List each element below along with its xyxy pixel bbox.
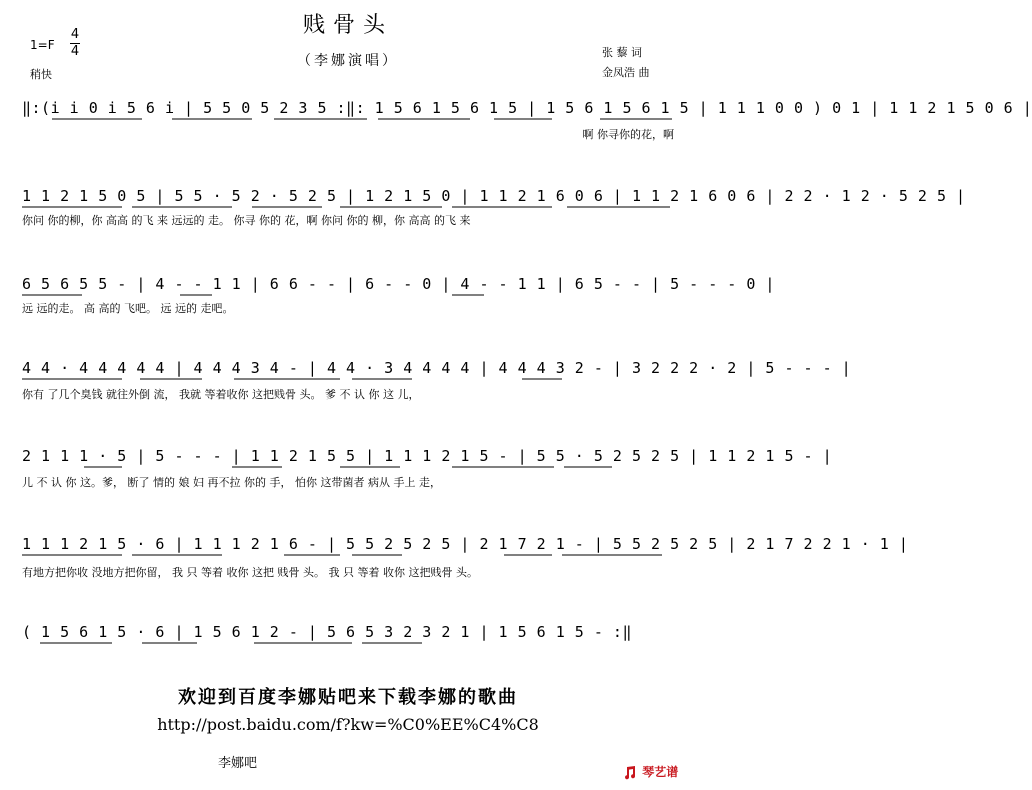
beam-underlines: [22, 294, 674, 297]
score-row-7: [22, 620, 674, 644]
score-row-lyrics: 有地方把你收 没地方把你留， 我 只 等着 收你 这把 贱骨 头。 我 只 等着 收你 这把贱骨 头。: [22, 566, 478, 579]
score-row-notes: 1 1 2 1 5 0 5 | 5 5 · 5 2 · 5 2 5 | 1 2 1 5 0 | 1 1 2 1 6 0 6 | 1 1 2 1 6 0 6 | 2 2 · 1 2 · 5 2 5 |: [22, 187, 966, 205]
watermark-text: 琴艺谱: [642, 765, 679, 779]
beam-underlines: [22, 378, 674, 381]
score-row-notes: 2 1 1 1 · 5 | 5 - - - | 1 1 2 1 5 5 | 1 1 1 2 1 5 - | 5 5 · 5 2 5 2 5 | 1 1 2 1 5 - |: [22, 447, 833, 465]
score-row-lyrics: 啊 你寻你的花，啊: [582, 128, 674, 141]
score-row-notes: 6 5 6 5 5 - | 4 - - 1 1 | 6 6 - - | 6 - - 0 | 4 - - 1 1 | 6 5 - - | 5 - - - 0 |: [22, 275, 775, 293]
score-row-lyrics: 你问 你的柳，你 高高 的飞 来 远远的 走。 你寻 你的 花，啊 你问 你的 柳，你 高高 的飞 来: [22, 214, 471, 227]
composer-credit: 金凤浩 曲: [602, 66, 650, 79]
time-signature-bottom: 4: [70, 44, 80, 59]
promo-text: 欢迎到百度李娜贴吧来下载李娜的歌曲: [178, 687, 518, 708]
beam-underlines: [22, 466, 674, 469]
score-row-notes: 1 1 1 2 1 5 · 6 | 1 1 1 2 1 6 - | 5 5 2 5 2 5 | 2 1 7 2 1 - | 5 5 2 5 2 5 | 2 1 7 2 2 1 · 1 |: [22, 535, 909, 553]
signature: 李娜吧: [218, 756, 258, 771]
score-row-3: [22, 272, 775, 296]
score-row-2: [22, 184, 966, 208]
time-signature: [70, 28, 80, 59]
forum-url[interactable]: http://post.baidu.com/f?kw=%C0%EE%C4%C8: [157, 715, 539, 734]
score-row-1: [22, 96, 1032, 120]
song-title: 贱骨头: [302, 13, 393, 38]
time-signature-top: 4: [70, 27, 80, 42]
beam-underlines: [22, 206, 674, 209]
beam-underlines: [22, 554, 674, 557]
beam-underlines: [22, 118, 674, 121]
score-row-5: [22, 444, 833, 468]
tempo-marking: 稍快: [30, 68, 52, 81]
score-row-notes: 4 4 · 4 4 4 4 4 | 4 4 4 3 4 - | 4 4 · 3 4 4 4 4 | 4 4 4 3 2 - | 3 2 2 2 · 2 | 5 - - - |: [22, 359, 852, 377]
score-row-lyrics: 儿 不 认 你 这。爹， 断了 情的 娘 妇 再不拉 你的 手， 怕你 这带菌者 病从 手上 走，: [22, 476, 441, 489]
score-row-lyrics: 你有 了几个臭钱 就往外倒 流， 我就 等着收你 这把贱骨 头。 爹 不 认 你 这 儿，: [22, 388, 420, 401]
key-signature: 1=F: [30, 38, 55, 52]
music-note-icon: [622, 765, 638, 781]
score-row-notes: ( 1 5 6 1 5 · 6 | 1 5 6 1 2 - | 5 6 5 3 2 3 2 1 | 1 5 6 1 5 - :‖: [22, 623, 632, 641]
score-row-4: [22, 356, 852, 380]
score-row-6: [22, 532, 909, 556]
score-row-lyrics: 远 远的走。 高 高的 飞吧。 远 远的 走吧。: [22, 302, 234, 315]
performer-subtitle: （李娜演唱）: [297, 53, 399, 69]
score-row-notes: ‖:(i i 0 i 5 6 i | 5 5 0 5 2 3 5 :‖: 1 5 6 1 5 6 1 5 | 1 5 6 1 5 6 1 5 | 1 1 1 0 0 ) 0 1 | 1 1 2 1 5 0 6 |: [22, 99, 1032, 117]
beam-underlines: [22, 642, 674, 645]
lyricist-credit: 张 藜 词: [602, 46, 642, 59]
watermark-logo: [622, 763, 678, 781]
